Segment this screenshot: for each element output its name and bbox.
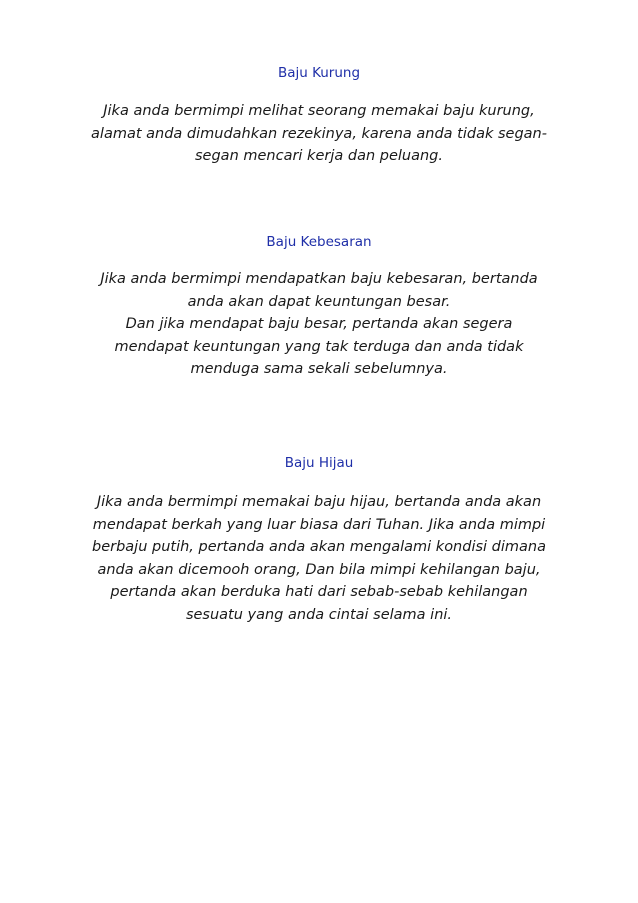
section-paragraph [56, 268, 582, 381]
section-paragraph [56, 100, 582, 168]
paragraph-line: segan mencari kerja dan peluang. [195, 148, 443, 165]
paragraph-line: sesuatu yang anda cintai selama ini. [185, 606, 453, 623]
paragraph-line: Jika anda bermimpi mendapatkan baju kebesaran, bertanda [100, 271, 538, 287]
section-heading: Baju Kurung [277, 65, 361, 81]
paragraph-line: anda akan dapat keuntungan besar. [187, 293, 451, 310]
section-heading: Baju Hijau [284, 455, 354, 471]
paragraph-line: Dan jika mendapat baju besar, pertanda akan segera [125, 316, 513, 333]
section-baju-hijau [56, 454, 582, 627]
section-heading: Baju Kebesaran [266, 234, 372, 250]
paragraph-line: menduga sama sekali sebelumnya. [190, 361, 448, 378]
section-baju-kebesaran [56, 233, 582, 381]
paragraph-line: mendapat berkah yang luar biasa dari Tuhan. Jika anda mimpi [92, 516, 546, 533]
paragraph-line: mendapat keuntungan yang tak terduga dan anda tidak [114, 338, 524, 355]
paragraph-line: berbaju putih, pertanda anda akan mengalami kondisi dimana [91, 539, 546, 556]
paragraph-line: Jika anda bermimpi memakai baju hijau, bertanda anda akan [96, 494, 542, 510]
section-baju-kurung [56, 64, 582, 168]
section-paragraph [56, 491, 582, 627]
paragraph-line: pertanda akan berduka hati dari sebab-sebab kehilangan [110, 584, 528, 601]
paragraph-line: anda akan dicemooh orang, Dan bila mimpi kehilangan baju, [97, 561, 541, 578]
paragraph-line: Jika anda bermimpi melihat seorang memakai baju kurung, [103, 103, 535, 119]
paragraph-line: alamat anda dimudahkan rezekinya, karena anda tidak segan- [91, 125, 547, 142]
